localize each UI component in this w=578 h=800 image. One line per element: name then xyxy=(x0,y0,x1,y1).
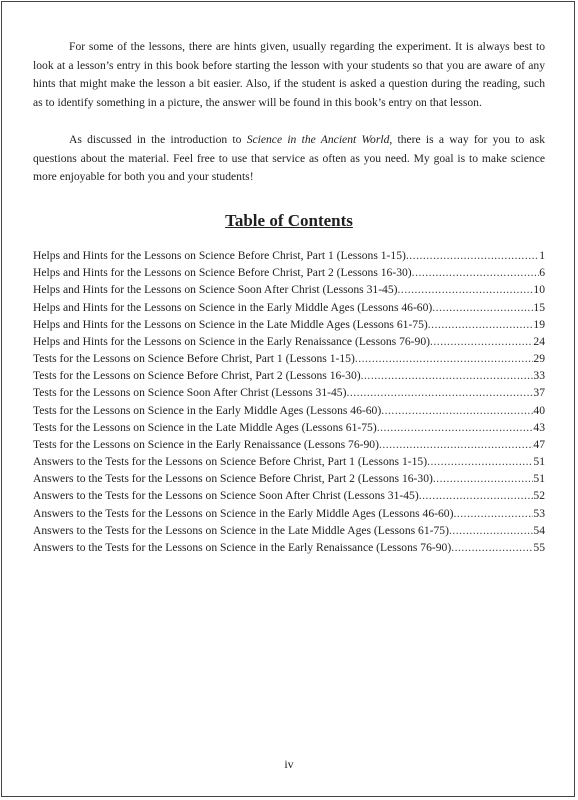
book-title-reference: Science in the Ancient World xyxy=(246,133,390,146)
toc-entry-page: 10 xyxy=(533,283,545,297)
toc-entry-title: Answers to the Tests for the Lessons on Science Before Christ, Part 2 (Lessons 16-30) xyxy=(33,472,433,486)
toc-entry-page: 1 xyxy=(539,249,545,262)
toc-leader-dots xyxy=(433,472,534,485)
toc-entry xyxy=(33,421,545,438)
toc-leader-dots xyxy=(377,421,534,434)
toc-entry xyxy=(33,283,545,300)
toc-entry xyxy=(33,541,545,558)
toc-entry xyxy=(33,352,545,369)
toc-entry-page: 43 xyxy=(533,420,545,434)
toc-entry-title: Helps and Hints for the Lessons on Science in the Early Middle Ages (Lessons 46-60) xyxy=(33,300,433,314)
toc-entry xyxy=(33,438,545,455)
toc-entry-title: Helps and Hints for the Lessons on Science in the Late Middle Ages (Lessons 61-75) xyxy=(33,317,428,331)
toc-entry-title: Helps and Hints for the Lessons on Science Soon After Christ (Lessons 31-45) xyxy=(33,283,398,297)
toc-leader-dots xyxy=(430,335,533,348)
toc-entry-page: 54 xyxy=(533,523,545,537)
toc-entry xyxy=(33,507,545,524)
intro-paragraph-2-text: As discussed in the introduction to xyxy=(69,133,247,146)
toc-entry xyxy=(33,404,545,421)
toc-section-answers xyxy=(33,455,545,558)
toc-entry-title: Tests for the Lessons on Science in the Early Renaissance (Lessons 76-90) xyxy=(33,437,379,451)
toc-entry-title: Tests for the Lessons on Science Before Christ, Part 2 (Lessons 16-30) xyxy=(33,369,361,383)
toc-entry-page: 55 xyxy=(533,540,545,554)
toc-entry-title: Tests for the Lessons on Science Before Christ, Part 1 (Lessons 1-15) xyxy=(33,352,355,365)
toc-leader-dots xyxy=(355,352,534,365)
toc-entry-page: 24 xyxy=(533,334,545,348)
toc-leader-dots xyxy=(432,301,533,314)
toc-leader-dots xyxy=(451,541,533,554)
toc-leader-dots xyxy=(449,524,533,537)
page-number: iv xyxy=(284,757,294,771)
toc-entry-page: 19 xyxy=(533,317,545,331)
toc-entry xyxy=(33,369,545,386)
toc-title: Table of Contents xyxy=(225,211,353,230)
toc-entry-title: Tests for the Lessons on Science in the Early Middle Ages (Lessons 46-60) xyxy=(33,403,382,417)
intro-paragraph-2 xyxy=(33,131,545,187)
toc-entry xyxy=(33,318,545,335)
intro-paragraph-1 xyxy=(33,38,545,112)
toc-entry-page: 51 xyxy=(533,472,545,486)
toc-leader-dots xyxy=(379,438,533,451)
toc-leader-dots xyxy=(412,266,540,279)
toc-entry xyxy=(33,266,545,283)
toc-entry-title: Answers to the Tests for the Lessons on Science in the Late Middle Ages (Lessons 61-75) xyxy=(33,523,449,537)
toc-entry-page: 29 xyxy=(533,352,545,365)
toc-entry-page: 37 xyxy=(533,386,545,400)
toc-leader-dots xyxy=(428,318,534,331)
toc-entry xyxy=(33,301,545,318)
toc-leader-dots xyxy=(398,283,534,296)
toc-leader-dots xyxy=(419,489,534,502)
toc-entry-title: Tests for the Lessons on Science in the Late Middle Ages (Lessons 61-75) xyxy=(33,420,377,434)
toc-entry-title: Answers to the Tests for the Lessons on Science Soon After Christ (Lessons 31-45) xyxy=(33,489,419,503)
toc-section-tests xyxy=(33,352,545,455)
toc-entry-title: Answers to the Tests for the Lessons on Science Before Christ, Part 1 (Lessons 1-15) xyxy=(33,455,428,468)
toc-leader-dots xyxy=(453,507,533,520)
toc-leader-dots xyxy=(406,249,539,262)
toc-entry-page: 52 xyxy=(533,489,545,503)
toc-entry-title: Helps and Hints for the Lessons on Science Before Christ, Part 1 (Lessons 1-15) xyxy=(33,249,406,262)
toc-entry-title: Helps and Hints for the Lessons on Science in the Early Renaissance (Lessons 76-90) xyxy=(33,334,430,348)
toc-section-helps xyxy=(33,249,545,352)
toc-entry-page: 47 xyxy=(533,437,545,451)
toc-leader-dots xyxy=(427,455,533,468)
toc-entry-title: Answers to the Tests for the Lessons on Science in the Early Middle Ages (Lessons 46-60) xyxy=(33,506,454,520)
toc-entry-page: 53 xyxy=(533,506,545,520)
toc-entry-page: 15 xyxy=(533,300,545,314)
toc-entry-page: 33 xyxy=(533,369,545,383)
toc-entry xyxy=(33,489,545,506)
toc-entry-title: Answers to the Tests for the Lessons on Science in the Early Renaissance (Lessons 76-90) xyxy=(33,540,452,554)
toc-entry-page: 6 xyxy=(539,266,545,280)
toc-entry-page: 51 xyxy=(533,455,545,468)
toc-leader-dots xyxy=(381,404,533,417)
toc-entry xyxy=(33,335,545,352)
toc-entry-title: Helps and Hints for the Lessons on Science Before Christ, Part 2 (Lessons 16-30) xyxy=(33,266,412,280)
toc-entry xyxy=(33,455,545,472)
toc-entry xyxy=(33,472,545,489)
toc-entry-title: Tests for the Lessons on Science Soon After Christ (Lessons 31-45) xyxy=(33,386,347,400)
intro-paragraph-1-text: For some of the lessons, there are hints given, usually regarding the experiment. It is always best to look at a lesson’s entry in this book before starting the lesson with your students so that you are aware of any hints that might make the lesson a bit easier. Also, if the student is asked a question during the reading, such as to identify something in a picture, the answer will be found in this book’s entry on that lesson. xyxy=(33,40,545,109)
toc-entry xyxy=(33,524,545,541)
toc-leader-dots xyxy=(346,386,533,399)
toc-entry-page: 40 xyxy=(533,403,545,417)
intro-paragraph-2-continued: , there is a way for you to ask questions about the material. Feel free to use that service as often as you need. My goal is to make science more enjoyable for both you and your students! xyxy=(33,133,545,183)
toc-entry xyxy=(33,386,545,403)
toc-entry xyxy=(33,249,545,266)
toc-leader-dots xyxy=(361,369,534,382)
